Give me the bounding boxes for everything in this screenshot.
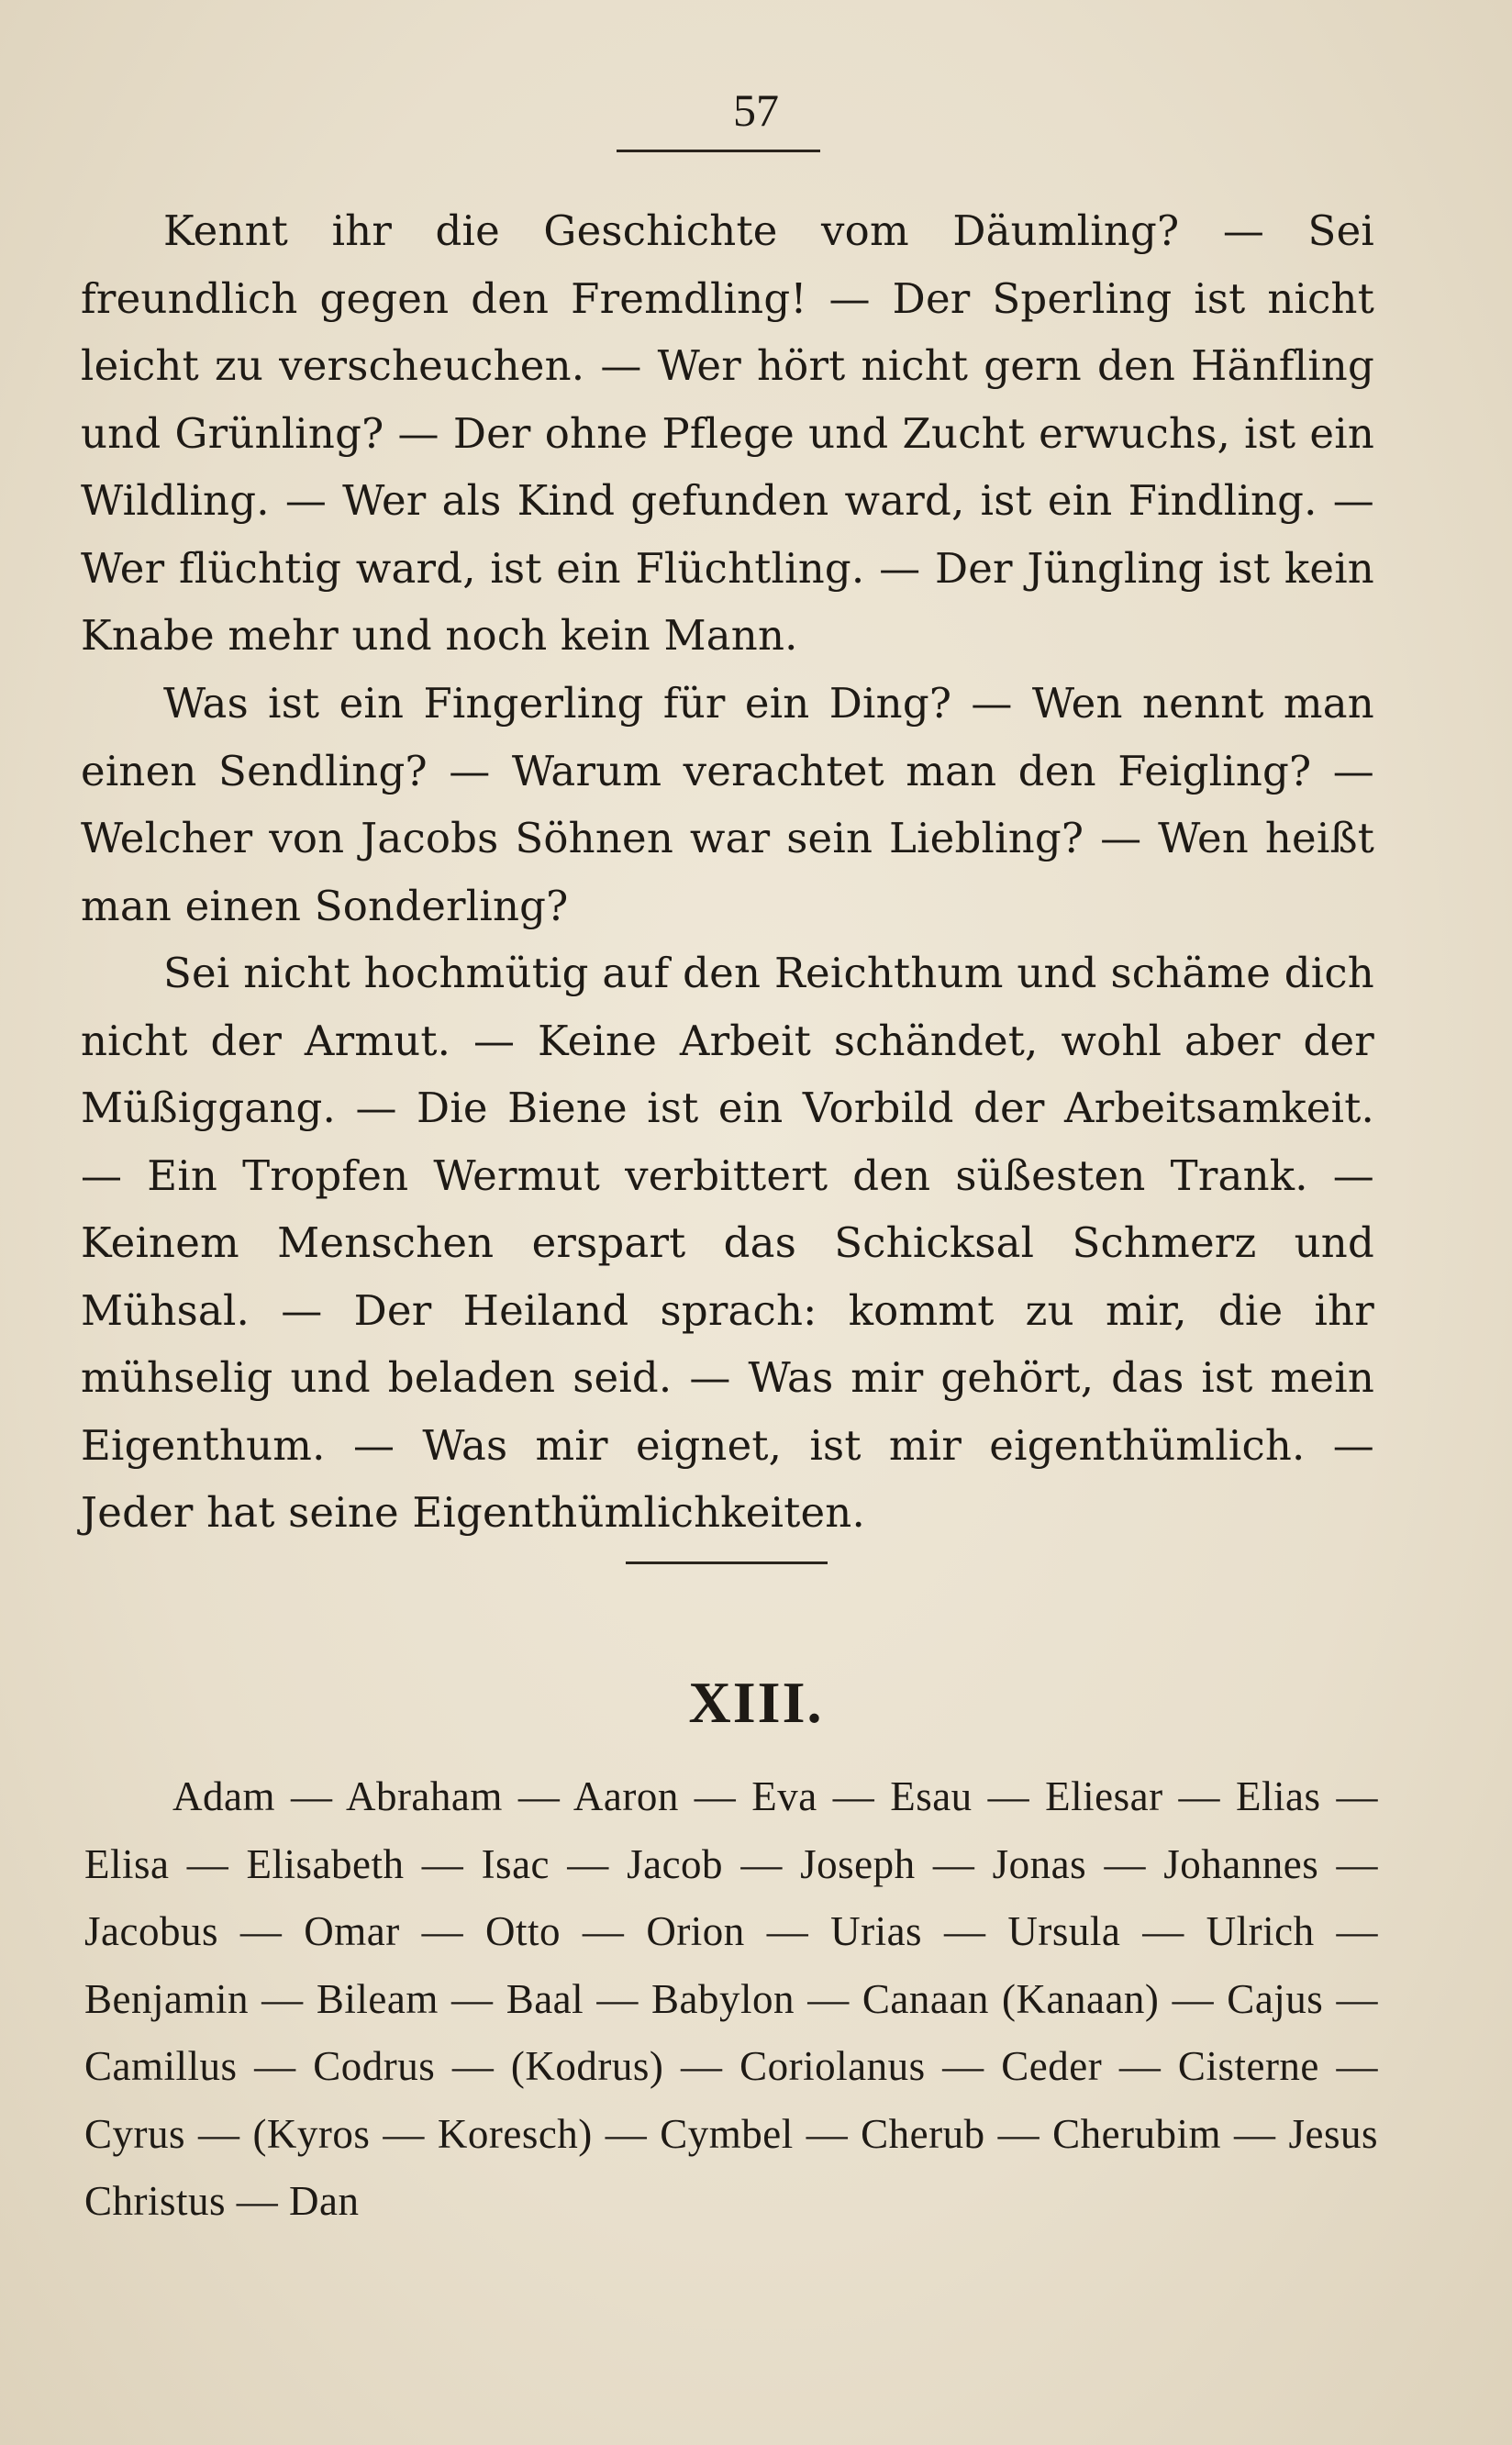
paragraph-2 [81,670,1374,939]
section-heading: XIII. [688,1670,824,1735]
paragraph-text: Kennt ihr die Geschichte vom Däumling? — Sei freundlich gegen den Fremdling! — Der Sperling ist nicht leicht zu verscheuchen. — Wer hört nicht gern den Hänfling und Grünling? — Der ohne Pflege und Zucht erwuchs, ist ein Wildling. — Wer als Kind gefunden ward, ist ein Findling. — Wer flüchtig ward, ist ein Flüchtling. — Der Jüngling ist kein Knabe mehr und noch kein Mann. [81,206,1374,660]
header-rule [617,150,820,152]
paragraph-1 [81,197,1374,670]
section-divider [626,1561,828,1564]
paragraph-text: Sei nicht hochmütig auf den Reichthum und schäme dich nicht der Armut. — Keine Arbeit schändet, wohl aber der Müßiggang. — Die Biene ist ein Vorbild der Arbeitsamkeit. — Ein Tropfen Wermut verbittert den süßesten Trank. — Keinem Menschen erspart das Schicksal Schmerz und Mühsal. — Der Heiland sprach: kommt zu mir, die ihr mühselig und beladen seid. — Was mir gehört, das ist mein Eigenthum. — Was mir eignet, ist mir eigenthümlich. — Jeder hat seine Eigenthümlichkeiten. [81,949,1374,1537]
paragraph-3 [81,939,1374,1547]
paragraph-text: Was ist ein Fingerling für ein Ding? — Wen nennt man einen Sendling? — Warum verachtet man den Feigling? — Welcher von Jacobs Söhnen war sein Liebling? — Wen heißt man einen Sonderling? [81,679,1374,930]
names-paragraph: Adam — Abraham — Aaron — Eva — Esau — Eliesar — Elias — Elisa — Elisabeth — Isac — Jacob — Joseph — Jonas — Johannes — Jacobus — Omar — Otto — Orion — Urias — Ursula — Ulrich — Benjamin — Bileam — Baal — Babylon — Canaan (Kanaan) — Cajus — Camillus — Codrus — (Kodrus) — Coriolanus — Ceder — Cisterne — Cyrus — (Kyros — Koresch) — Cymbel — Cherub — Cherubim — Jesus Christus — Dan [84,1773,1378,2224]
page-number: 57 [733,84,779,136]
